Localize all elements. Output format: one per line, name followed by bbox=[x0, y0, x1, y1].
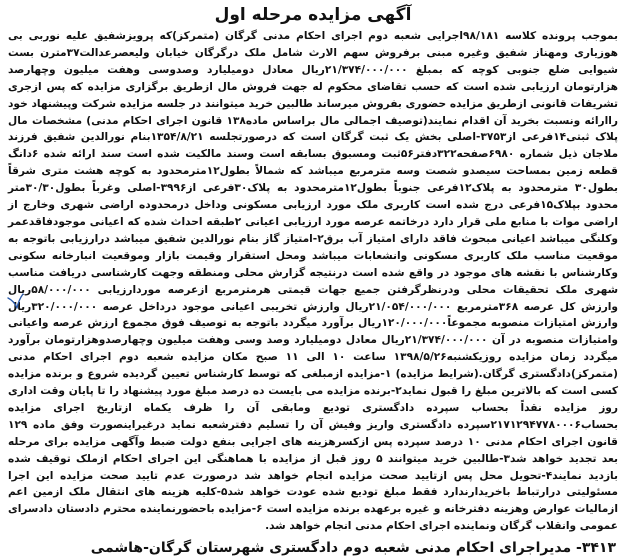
notice-title: آگهی مزایده مرحله اول bbox=[214, 5, 412, 25]
notice-footer: ۳۴۱۳- مدیراجرای احکام مدنی شعبه دوم دادگستری شهرستان گرگان-هاشمی bbox=[90, 540, 616, 557]
handwritten-checkmark-icon bbox=[6, 292, 24, 312]
notice-body: بموجب پرونده کلاسه ۹۸/۱۸۱اجرایی شعبه دوم اجرای احکام مدنی گرگان (متمرکز)که پرویزشفیق علیه نوربی بی هوزیاری ومهناز شفیق وغیره مبنی برفروش سهم الارث شامل ملک درگرگان خیابان ولیعصرعدالت۳۷مترن بست شیوایی ضلع جنوبی کوچه که بمبلغ ۲۱/۳۷۴/۰۰۰/۰۰۰ریال معادل دومیلیارد وصدوسی وهفت میلیون وچهارصد هزارتومان ارزیابی شده است که حسب تقاضای محکوم له جهت فروش مال ازطریق برگزاری مزایده که پس ازجری تشریفات قانونی ازطریق مزایده حضوری بفروش میرساند طالبین خرید میتوانند در جلسه مزایده شرکت وپیشنهاد خود راارائه ونسبت بخرید آن اقدام نمایند(توصیف اجمالی مال براساس ماده۱۳۸ قانون اجرای احکام مدنی) مشخصات مال پلاک ثبتی۱۴فرعی از۳۷۵۳-اصلی بخش یک ثبت گرگان است که درصورتجلسه ۱۳۵۴/۸/۲۱بنام نورالدین شفیق فرزند ملاجان ذیل شماره ۶۹۸۰صفحه۳۲۲دفتر۵۶ثبت ومسبوق بسابقه است وسند مالکیت شده است سند ارائه شده ۶دانگ قطعه زمین بمساحت سیصدو شصت وسه مترمربع میباشد که شمالاً بطول۱۲مترمحدود به کوچه هشت متری شرقاً بطول۳۰ مترمحدود به پلاک۱۲فرعی جنوباً بطول۱۲مترمحدود به پلاک۳۰فرعی از۳۹۹۶-اصلی وغرباً بطول۳۰/۳۰متر محدود بپلاک۱۵فرعی درج شده است کاربری ملک مورد ارزیابی مسکونی وداخل درمحدوده اراضی شهری وخارج از اراضی موات با منابع ملی قرار دارد درخاتمه عرصه مورد ارزیابی اعیانی ۲طبقه احداث شده که اعیانی موجودفاقدعمر وکلنگی میباشد اعیانی مبحوث فاقد دارای امتیاز آب برق۲-امتیاز گاز بنام نورالدین شفیق میباشد درارزیابی باتوجه به موقعیت مناسب ملک کاربری مسکونی وانشعابات میباشد ومحل استقرار وقیمت بازار وموقعیت انبارخانه سکونی وکارشناس با نقشه های موجود در واقع شده است درنتیجه گزارش محلی ومنطقه وجهت کارشناسی دریافت مناسب شهری ملک تحقیقات محلی ودرنظرگرفتن جمیع جهات قیمتی هرمترمربع ازعرصه موردارزیابی ۵۸/۰۰۰/۰۰۰ریال وارزش کل عرصه ۳۶۸مترمربع ۲۱/۰۵۴/۰۰۰/۰۰۰ریال وارزش تخریبی اعیانی موجود درداخل عرصه ۳۲۰/۰۰۰/۰۰۰ریال وارزش امتیازات منصوبه مجموعاً۱۲۰/۰۰۰/۰۰۰ریال برآورد میگردد باتوجه به توصیف فوق مجموع ارزش عرصه واعیانی وامتیازات منصوبه در آن ۲۱/۳۷۴/۰۰۰/۰۰۰ریال معادل دومیلیارد وصد وسی وهفت میلیون وچهارصدوهزارتومان برآورد میگردد زمان مزایده روزیکشنبه۱۳۹۸/۵/۲۶ ساعت ۱۰ الی ۱۱ صبح مکان مزایده شعبه دوم اجرای احکام مدنی (متمرکز)دادگستری گرگان.(شرایط مزایده) ۱-مزایده ازمبلغی که توسط کارشناس تعیین گردیده شروع و برنده مزایده کسی است که بالاترین مبلغ را قبول نماید۲-برنده مزایده می بایست ده درصد مبلغ مورد پیشنهاد را تا پایان وقت اداری روز مزایده نقداً بحساب سپرده دادگستری تودیع ومابقی آن را ظرف یکماه ازتاریخ اجرای مزایده بحساب۲۱۷۱۲۹۴۷۷۸۰۰۰۶سپرده دادگستری واریز وفیش آن را تسلیم دفترشعبه نماید درغیراینصورت وفق ماده ۱۲۹ قانون اجرای احکام مدنی ۱۰ درصد سپرده پس ازکسرهزینه های اجرایی بنفع دولت ضبط وآگهی مزایده برای مرحله بعد تجدید خواهد شد۳-طالبین خرید میتوانند ۵ روز قبل از مزایده با هماهنگی این اجرای احکام ازملک توقیف شده بازدید نمایند۴-تحویل محل پس ازتایید صحت مزایده انجام خواهد شد درصورت عدم تایید صحت مزایده این اجرا مسئولیتی درارتباط باخریدارندارد فقط مبلغ تودیع شده عودت خواهد شد۵-کلیه هزینه های انتقال ملک ازمین اعم ازمالیات عوارض وهزینه دفترخانه و غیره برعهده برنده مزایده است ۶-مزایده باحضورنماینده محترم دادستان دادسرای عمومی وانقلاب گرگان ونماینده اجرای احکام مدنی انجام خواهد شد. bbox=[8, 30, 619, 533]
